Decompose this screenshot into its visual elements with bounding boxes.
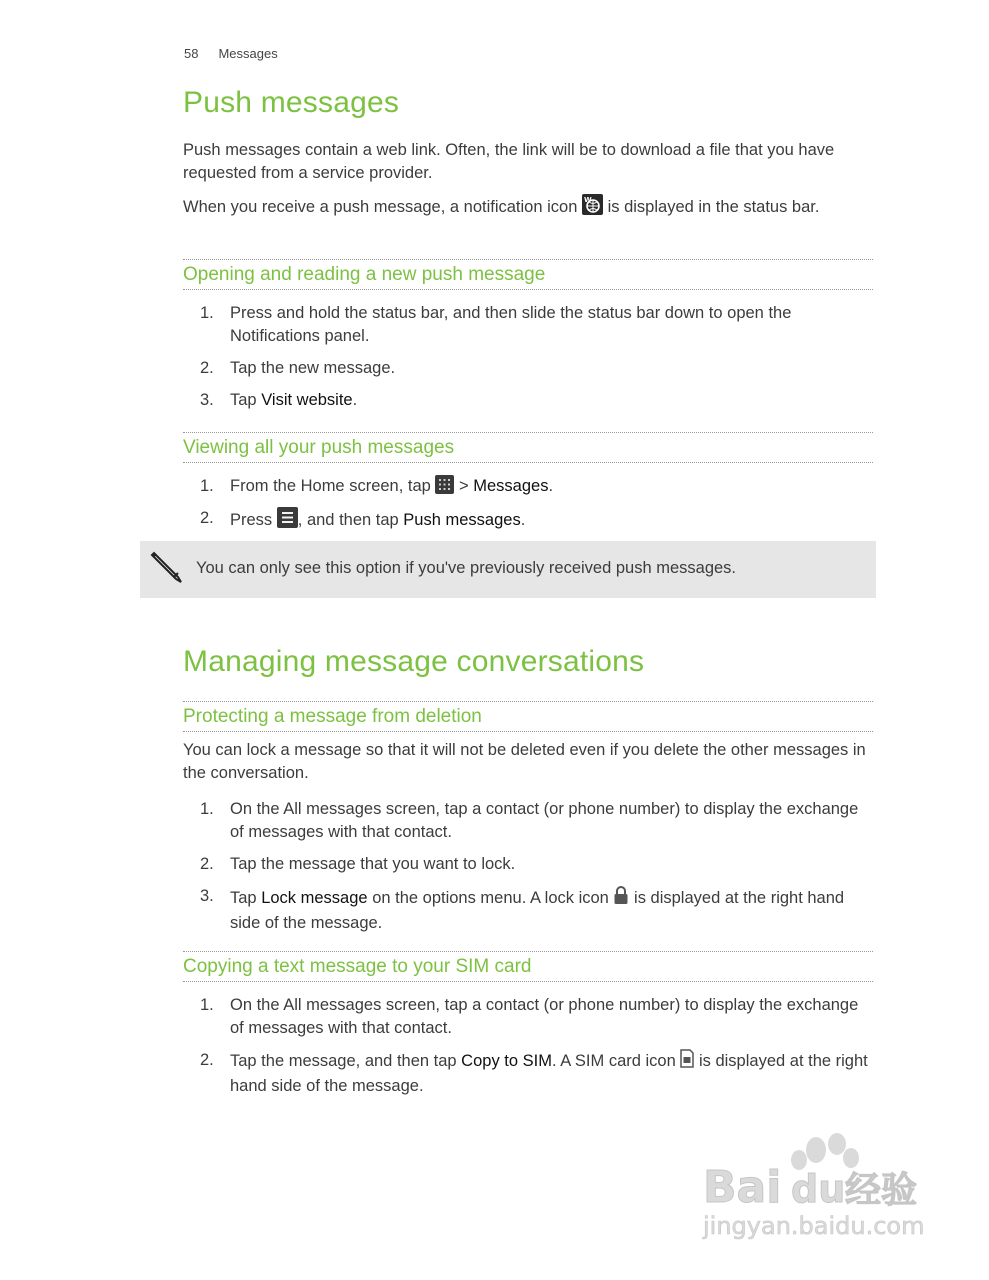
list-item: 1. On the All messages screen, tap a contact (or phone number) to display the exchange of messages with that contact.	[200, 800, 859, 841]
section-name: Messages	[218, 46, 278, 61]
page-header	[184, 46, 278, 61]
heading-copying-sim: Copying a text message to your SIM card	[183, 951, 873, 982]
list-item: 2. Tap the message, and then tap Copy to SIM. A SIM card icon is displayed at the right hand side of the message.	[200, 1051, 868, 1095]
all-apps-icon	[435, 475, 454, 494]
svg-text:W: W	[583, 196, 592, 204]
page-number: 58	[184, 46, 199, 61]
list-item: 3. Tap Visit website.	[200, 391, 358, 409]
heading-opening-push: Opening and reading a new push message	[183, 259, 873, 290]
lock-icon	[613, 885, 629, 912]
pencil-note-icon	[148, 549, 184, 590]
watermark-brand2: du	[791, 1167, 846, 1211]
list-item: 1. On the All messages screen, tap a contact (or phone number) to display the exchange of messages with that contact.	[200, 996, 859, 1037]
list-item: 2. Press , and then tap Push messages.	[200, 509, 526, 529]
watermark-url: jingyan.baidu.com	[703, 1212, 925, 1240]
note-text: You can only see this option if you've previously received push messages.	[196, 559, 737, 577]
protecting-intro: You can lock a message so that it will not be deleted even if you delete the other messages in the conversation.	[183, 741, 866, 782]
list-item: 2. Tap the message that you want to lock.	[200, 855, 516, 873]
watermark-brand: Bai	[703, 1162, 782, 1213]
note-box	[140, 541, 876, 598]
lock-message-label: Lock message	[261, 889, 368, 907]
sim-card-icon	[680, 1049, 694, 1075]
watermark-cn: 经验	[845, 1170, 918, 1211]
list-item: 3. Tap Lock message on the options menu. A lock icon is displayed at the right hand side of the message.	[200, 887, 845, 932]
list-item: 1. From the Home screen, tap > Messages.	[200, 477, 554, 495]
heading-viewing-push: Viewing all your push messages	[183, 432, 873, 463]
baidu-watermark	[701, 1132, 931, 1242]
list-item: 2. Tap the new message.	[200, 359, 396, 377]
push-notification-icon	[582, 194, 603, 215]
heading-managing-conversations: Managing message conversations	[183, 645, 645, 678]
list-item: 1. Press and hold the status bar, and then slide the status bar down to open the Notifications panel.	[200, 304, 792, 345]
push-intro: Push messages contain a web link. Often, the link will be to download a file that you have requested from a service provider.	[183, 141, 835, 182]
messages-label: Messages	[473, 477, 549, 495]
push-notification-text: When you receive a push message, a notification icon W is displayed in the status bar.	[183, 196, 820, 216]
copy-to-sim-label: Copy to SIM	[461, 1052, 552, 1070]
menu-icon	[277, 507, 298, 528]
push-messages-label: Push messages	[403, 511, 521, 529]
heading-push-messages: Push messages	[183, 86, 400, 119]
visit-website-label: Visit website	[261, 391, 353, 409]
heading-protecting-message: Protecting a message from deletion	[183, 701, 873, 732]
